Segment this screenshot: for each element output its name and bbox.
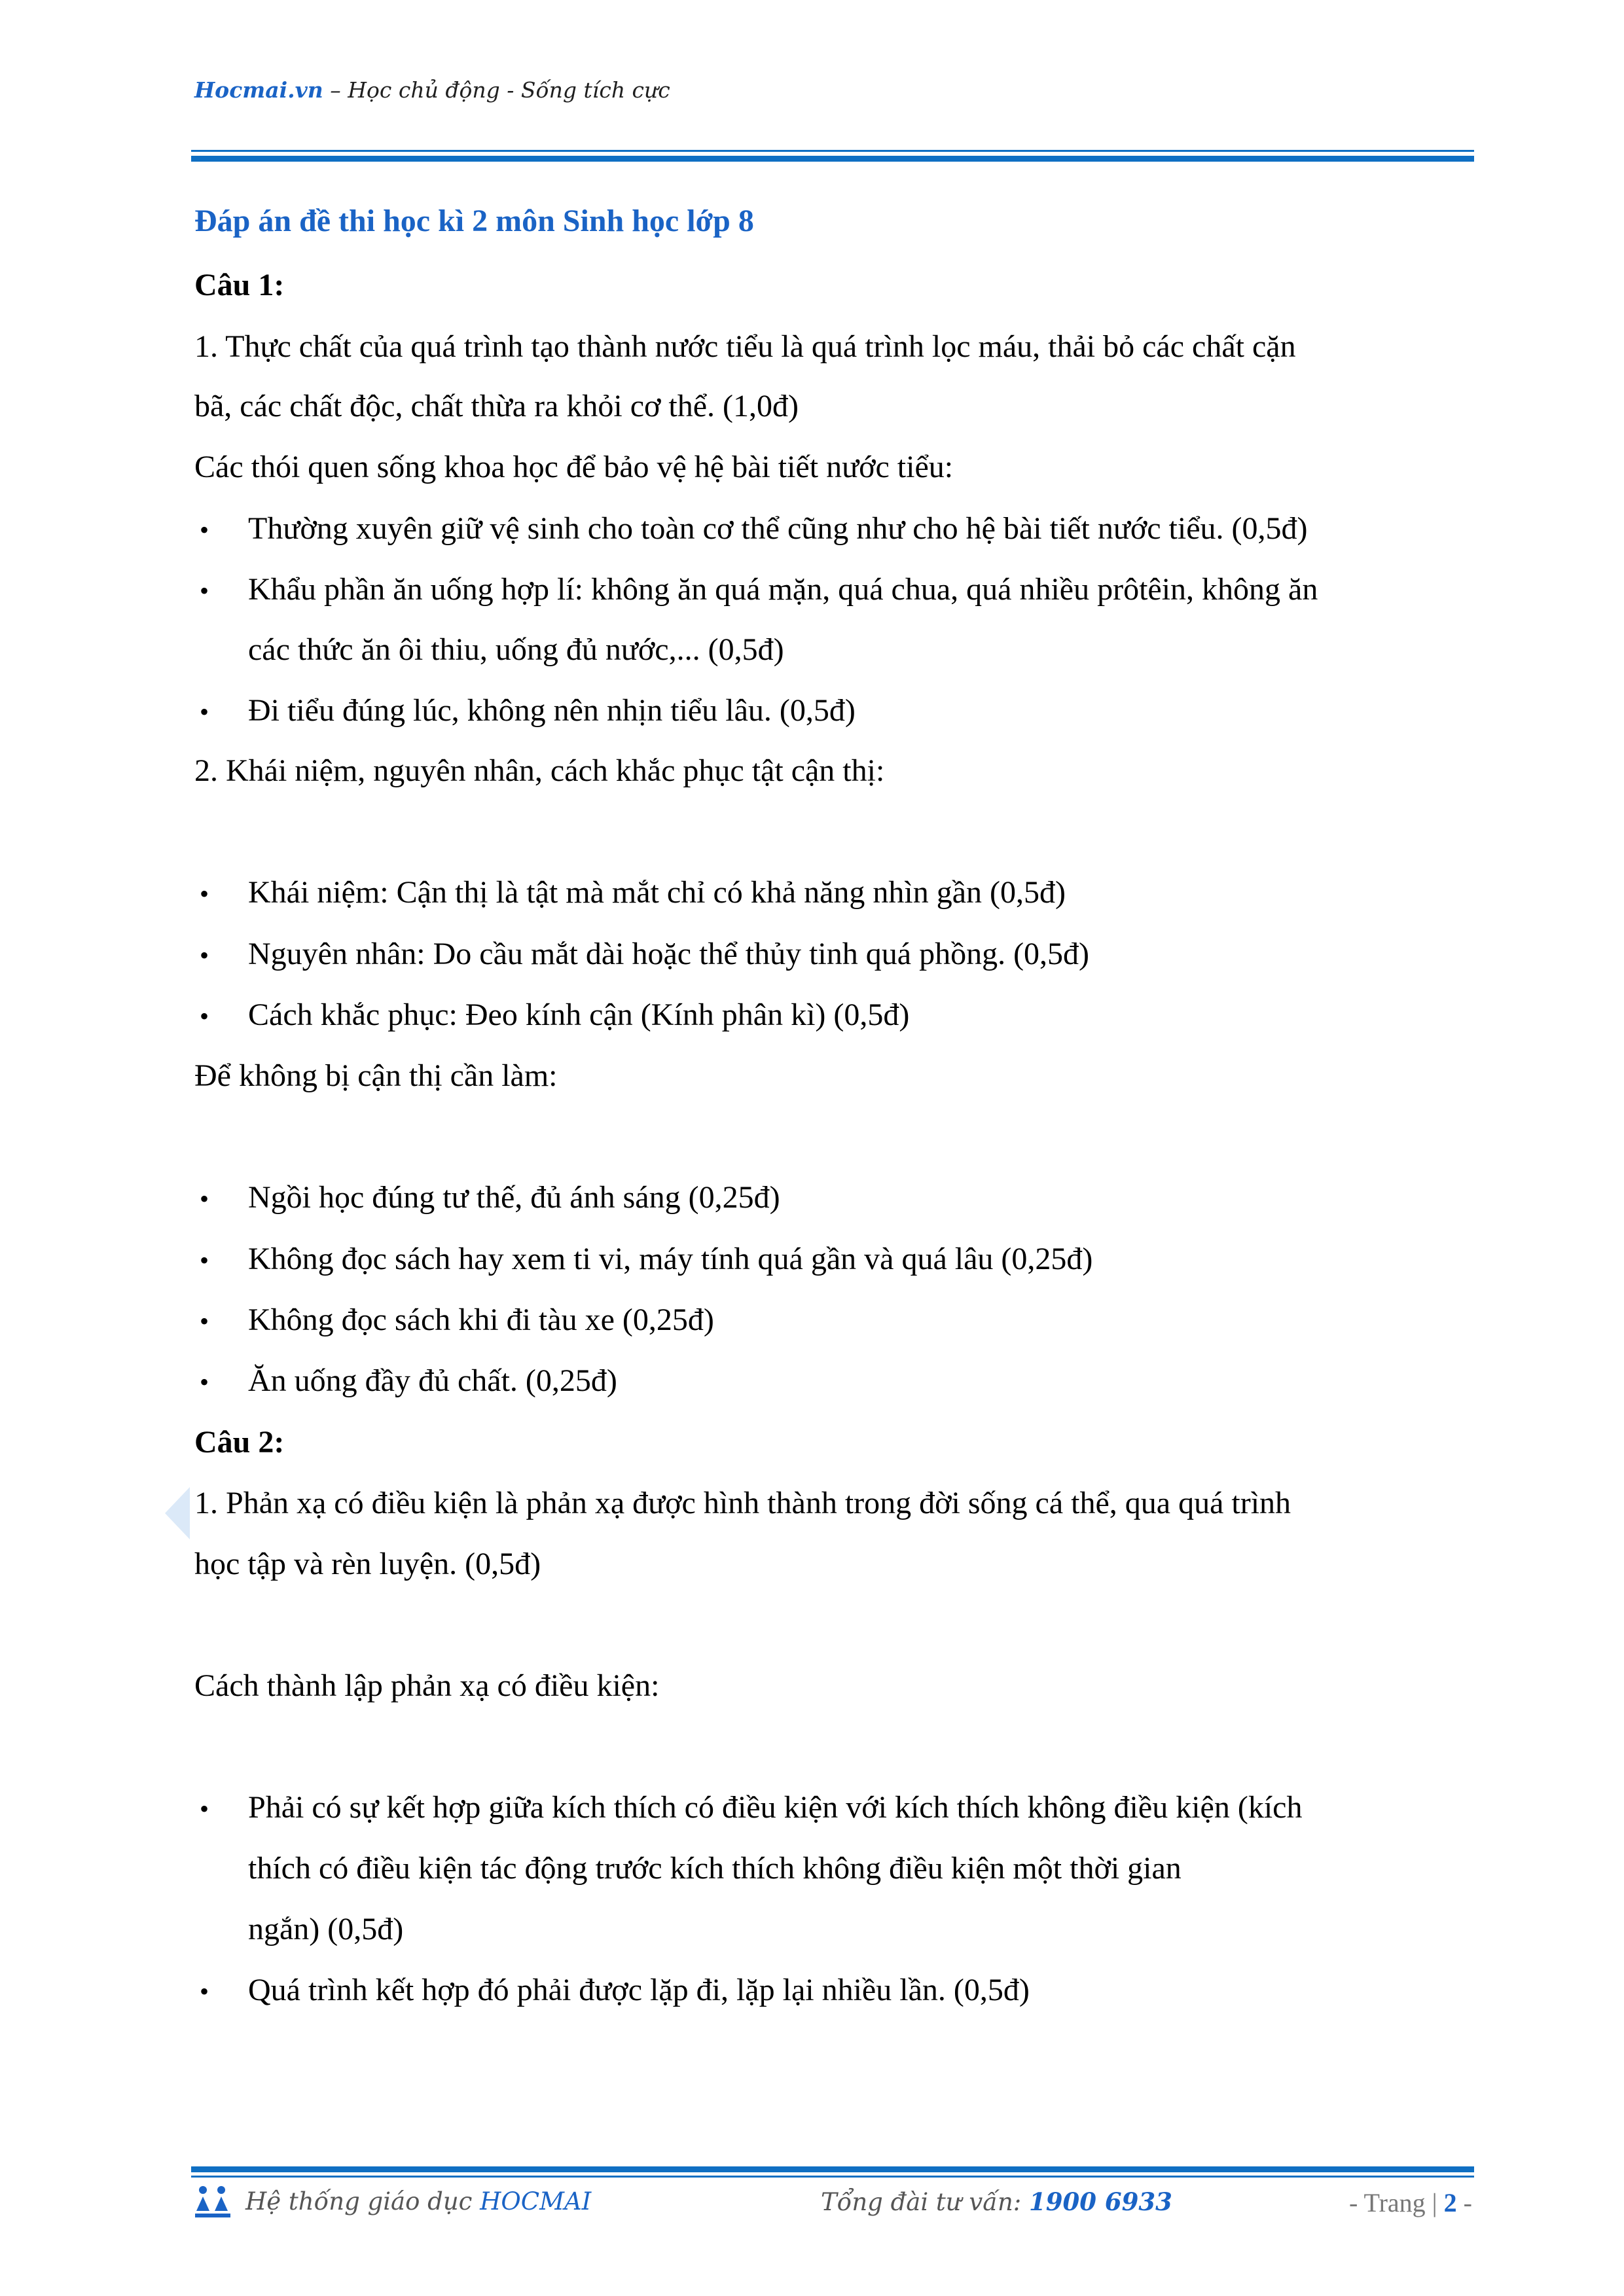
bullet: • xyxy=(200,1794,209,1823)
footer-system xyxy=(245,2187,591,2215)
footer-rule-thin xyxy=(191,2176,1474,2178)
bullet: • xyxy=(200,697,209,726)
method-intro: Cách thành lập phản xạ có điều kiện: xyxy=(194,1668,660,1703)
list-item-continuation: thích có điều kiện tác động trước kích thích không điều kiện một thời gian xyxy=(248,1851,1182,1886)
q1-part-2: 2. Khái niệm, nguyên nhân, cách khắc phục tật cận thị: xyxy=(194,753,885,788)
bullet: • xyxy=(200,1977,209,2006)
footer-system-label: Hệ thống giáo dục xyxy=(245,2187,480,2215)
q1-paragraph-line: 1. Thực chất của quá trình tạo thành nước tiểu là quá trình lọc máu, thải bỏ các chất cặn xyxy=(194,329,1296,364)
page-number-prefix: - Trang | xyxy=(1348,2188,1444,2217)
footer-phone[interactable]: 1900 6933 xyxy=(1029,2187,1172,2216)
list-item: Không đọc sách khi đi tàu xe (0,25đ) xyxy=(248,1302,714,1337)
header-rule-thin xyxy=(191,150,1474,152)
page-number-value: 2 xyxy=(1443,2188,1457,2217)
header-brand[interactable]: Hocmai.vn xyxy=(194,77,323,103)
list-item: Nguyên nhân: Do cầu mắt dài hoặc thể thủy tinh quá phồng. (0,5đ) xyxy=(248,937,1090,971)
q1-paragraph-line: bã, các chất độc, chất thừa ra khỏi cơ thể. (1,0đ) xyxy=(194,389,799,423)
bullet: • xyxy=(200,1306,209,1336)
bullet: • xyxy=(200,1246,209,1275)
footer-hotline-label: Tổng đài tư vấn: xyxy=(821,2188,1030,2216)
list-item: Khẩu phần ăn uống hợp lí: không ăn quá mặn, quá chua, quá nhiều prôtêin, không ăn xyxy=(248,572,1318,607)
q2-paragraph-line: học tập và rèn luyện. (0,5đ) xyxy=(194,1547,541,1581)
bullet: • xyxy=(200,879,209,908)
habits-intro: Các thói quen sống khoa học để bảo vệ hệ bài tiết nước tiểu: xyxy=(194,450,954,484)
list-item: Không đọc sách hay xem ti vi, máy tính quá gần và quá lâu (0,25đ) xyxy=(248,1242,1093,1276)
document-title: Đáp án đề thi học kì 2 môn Sinh học lớp 8 xyxy=(194,204,754,238)
list-item: Khái niệm: Cận thị là tật mà mắt chỉ có khả năng nhìn gần (0,5đ) xyxy=(248,875,1066,910)
bullet: • xyxy=(200,1184,209,1213)
bullet: • xyxy=(200,576,209,605)
q2-paragraph-line: 1. Phản xạ có điều kiện là phản xạ được hình thành trong đời sống cá thể, qua quá trình xyxy=(194,1486,1291,1520)
page-edge-marker xyxy=(165,1487,190,1539)
list-item-continuation: ngắn) (0,5đ) xyxy=(248,1912,404,1946)
list-item-continuation: các thức ăn ôi thiu, uống đủ nước,... (0,5đ) xyxy=(248,632,784,667)
bullet: • xyxy=(200,515,209,545)
list-item: Ngồi học đúng tư thế, đủ ánh sáng (0,25đ) xyxy=(248,1180,780,1215)
list-item: Ăn uống đầy đủ chất. (0,25đ) xyxy=(248,1363,617,1398)
question-1-label: Câu 1: xyxy=(194,268,285,302)
page-header xyxy=(194,77,670,103)
hocmai-logo-icon xyxy=(191,2183,234,2220)
footer-rule xyxy=(191,2166,1474,2172)
list-item: Phải có sự kết hợp giữa kích thích có điều kiện với kích thích không điều kiện (kích xyxy=(248,1790,1303,1825)
page-number-suffix: - xyxy=(1456,2188,1472,2217)
footer-brand[interactable]: HOCMAI xyxy=(480,2187,592,2215)
question-2-label: Câu 2: xyxy=(194,1425,285,1460)
list-item: Cách khắc phục: Đeo kính cận (Kính phân kì) (0,5đ) xyxy=(248,997,910,1032)
bullet: • xyxy=(200,941,209,970)
list-item: Thường xuyên giữ vệ sinh cho toàn cơ thể cũng như cho hệ bài tiết nước tiểu. (0,5đ) xyxy=(248,511,1308,546)
footer-hotline xyxy=(821,2187,1172,2216)
prevent-intro: Để không bị cận thị cần làm: xyxy=(194,1058,558,1093)
list-item: Đi tiểu đúng lúc, không nên nhịn tiểu lâu. (0,5đ) xyxy=(248,693,856,728)
bullet: • xyxy=(200,1001,209,1031)
bullet: • xyxy=(200,1367,209,1397)
header-rule xyxy=(191,156,1474,162)
header-slogan: – Học chủ động - Sống tích cực xyxy=(323,77,670,103)
list-item: Quá trình kết hợp đó phải được lặp đi, lặp lại nhiều lần. (0,5đ) xyxy=(248,1973,1030,2007)
page-number xyxy=(1349,2187,1472,2218)
